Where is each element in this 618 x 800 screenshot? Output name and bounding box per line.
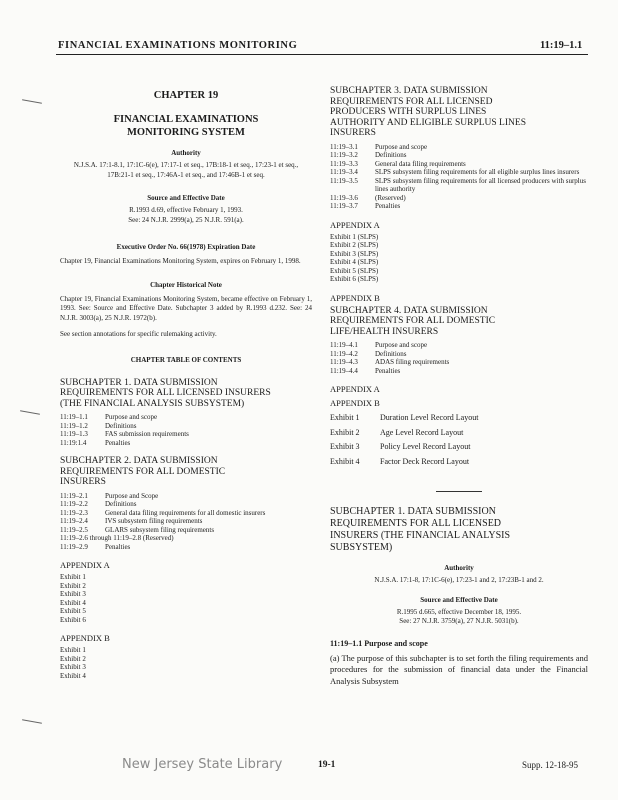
exhibit-item: Exhibit 2 Age Level Record Layout <box>330 427 464 437</box>
left-column <box>60 86 312 680</box>
section-heading: 11:19–1.1 Purpose and scope <box>330 638 428 648</box>
toc-entry: 11:19–3.1 Purpose and scope <box>330 142 428 151</box>
historical-note-heading: Chapter Historical Note <box>150 280 222 289</box>
subchapter-4-toc <box>330 341 588 375</box>
authority-text: N.J.S.A. 17:1-8.1, 17:1C-6(e), 17:17-1 et seq., 17B:18-1 et seq., 17:23-1 et seq., 17B:21-1 et seq., 17:46A-1 et seq., and 17:46B-1 et seq. <box>73 161 299 179</box>
exhibit-item: Exhibit 5 <box>60 607 86 615</box>
exhibit-item: Exhibit 1 <box>60 573 86 581</box>
exhibit-item: Exhibit 5 (SLPS) <box>330 266 379 275</box>
library-watermark: New Jersey State Library <box>122 757 283 772</box>
section-body-text: (a) The purpose of this subchapter is to set forth the filing requirements and procedures for the submission of financial data under the Financial Analysis Subsystem <box>330 652 588 686</box>
adas-exhibits <box>330 411 588 469</box>
subchapter-1-title: SUBCHAPTER 1. DATA SUBMISSION REQUIREMENTS FOR ALL LICENSED INSURERS (THE FINANCIAL ANALYSIS SUBSYSTEM) <box>60 377 271 409</box>
toc-entry: 11:19:1.4 Penalties <box>60 438 131 447</box>
right-column <box>330 86 588 687</box>
scan-margin-mark <box>22 719 42 723</box>
subchapter-4-title: SUBCHAPTER 4. DATA SUBMISSION REQUIREMENTS FOR ALL DOMESTIC LIFE/HEALTH INSURERS <box>330 305 496 337</box>
see-annotations-text: See section annotations for specific rulemaking activity. <box>60 330 217 338</box>
exhibit-item: Exhibit 4 (SLPS) <box>330 258 379 266</box>
historical-note-text: Chapter 19, Financial Examinations Monitoring System, became effective on February 1, 1993. See: Source and Effective Date. Subchapter 3 added by R.1993 d.232. See: 24 N.J.R. 3003(a), 25 N.J.R. 1972(b). <box>60 294 312 322</box>
toc-entry: 11:19–4.4 Penalties <box>330 366 401 375</box>
scan-margin-mark <box>22 99 42 103</box>
toc-entry: 11:19–2.5 GLARS subsystem filing requirements <box>60 525 215 534</box>
scan-margin-mark <box>20 410 40 414</box>
appendix-a-heading: APPENDIX A <box>330 219 380 230</box>
appendix-a-slps-exhibits <box>330 233 588 284</box>
toc-entry: 11:19–1.3 FAS submission requirements <box>60 430 189 438</box>
toc-entry: 11:19–1.2 Definitions <box>60 421 137 430</box>
exhibit-item: Exhibit 2 <box>60 654 86 663</box>
toc-entry: 11:19–2.6 through 11:19–2.8 (Reserved) <box>60 534 174 542</box>
appendix-b-exhibits <box>60 646 312 680</box>
exhibit-item: Exhibit 4 Factor Deck Record Layout <box>330 456 470 466</box>
chapter-title: FINANCIAL EXAMINATIONS MONITORING SYSTEM <box>113 114 259 138</box>
subchapter-3-toc <box>330 143 588 211</box>
exhibit-item: Exhibit 6 (SLPS) <box>330 275 379 283</box>
appendix-a-heading: APPENDIX A <box>60 560 110 570</box>
executive-order-heading: Executive Order No. 66(1978) Expiration Date <box>116 243 256 251</box>
toc-entry: 11:19–3.5 SLPS subsystem filing requirements for all licensed producers with surplus lines authority <box>330 176 586 193</box>
toc-entry: 11:19–3.7 Penalties <box>330 202 401 210</box>
exhibit-item: Exhibit 2 (SLPS) <box>330 241 379 249</box>
exhibit-item: Exhibit 4 <box>60 598 86 607</box>
section-divider <box>436 491 482 492</box>
toc-entry: 11:19–3.3 General data filing requirements <box>330 159 466 168</box>
appendix-b-heading: APPENDIX B <box>330 292 380 303</box>
toc-entry: 11:19–4.3 ADAS filing requirements <box>330 358 450 366</box>
appendix-b-heading: APPENDIX B <box>330 398 380 408</box>
toc-entry: 11:19–4.1 Purpose and scope <box>330 341 428 349</box>
supplement-date: Supp. 12-18-95 <box>522 760 578 770</box>
toc-entry: 11:19–4.2 Definitions <box>330 349 407 358</box>
exhibit-item: Exhibit 2 <box>60 581 86 590</box>
exhibit-item: Exhibit 1 <box>60 646 86 654</box>
running-header-code: 11:19–1.1 <box>540 40 583 51</box>
exhibit-item: Exhibit 3 <box>60 663 86 671</box>
toc-entry: 11:19–2.3 General data filing requirements for all domestic insurers <box>60 508 266 517</box>
exhibit-item: Exhibit 3 (SLPS) <box>330 249 379 258</box>
header-rule <box>56 54 588 55</box>
source-heading: Source and Effective Date <box>420 595 498 604</box>
subchapter-1-heading: SUBCHAPTER 1. DATA SUBMISSION REQUIREMENTS FOR ALL LICENSED INSURERS (THE FINANCIAL ANALYSIS SUBSYSTEM) <box>330 506 511 553</box>
chapter-number: CHAPTER 19 <box>153 90 219 101</box>
source-text: R.1995 d.665, effective December 18, 1995. See: 27 N.J.R. 3759(a), 27 N.J.R. 5031(b). <box>396 607 522 625</box>
toc-entry: 11:19–2.9 Penalties <box>60 542 131 551</box>
authority-text: N.J.S.A. 17:1-8, 17:1C-6(e), 17:23-1 and 2, 17:23B-1 and 2. <box>374 576 544 584</box>
appendix-b-heading: APPENDIX B <box>60 633 110 643</box>
exhibit-item: Exhibit 3 <box>60 590 86 598</box>
subchapter-1-toc <box>60 413 312 447</box>
subchapter-3-title: SUBCHAPTER 3. DATA SUBMISSION REQUIREMENTS FOR ALL LICENSED PRODUCERS WITH SURPLUS LINES AUTHORITY AND ELIGIBLE SURPLUS LINES INSURERS <box>330 86 526 138</box>
source-text: R.1993 d.69, effective February 1, 1993. See: 24 N.J.R. 2999(a), 25 N.J.R. 591(a). <box>128 206 244 224</box>
authority-heading: Authority <box>444 564 474 572</box>
authority-heading: Authority <box>171 149 201 157</box>
toc-entry: 11:19–3.2 Definitions <box>330 151 407 159</box>
exhibit-item: Exhibit 1 Duration Level Record Layout <box>330 413 479 422</box>
exhibit-item: Exhibit 1 (SLPS) <box>330 232 379 241</box>
exhibit-item: Exhibit 4 <box>60 671 86 680</box>
toc-entry: 11:19–3.6 (Reserved) <box>330 193 406 202</box>
toc-entry: 11:19–2.1 Purpose and Scope <box>60 491 159 500</box>
subchapter-2-title: SUBCHAPTER 2. DATA SUBMISSION REQUIREMENTS FOR ALL DOMESTIC INSURERS <box>60 456 226 487</box>
exhibit-item: Exhibit 3 Policy Level Record Layout <box>330 442 471 451</box>
toc-entry: 11:19–2.4 IVS subsystem filing requirements <box>60 517 203 525</box>
page-number: 19-1 <box>318 760 336 770</box>
source-heading: Source and Effective Date <box>147 194 225 202</box>
subchapter-2-toc <box>60 492 312 552</box>
toc-entry: 11:19–3.4 SLPS subsystem filing requirements for all eligible surplus lines insurers <box>330 168 580 176</box>
executive-order-text: Chapter 19, Financial Examinations Monitoring System, expires on February 1, 1998. <box>60 257 301 265</box>
running-header-title: FINANCIAL EXAMINATIONS MONITORING <box>58 40 298 51</box>
exhibit-item: Exhibit 6 <box>60 615 86 624</box>
toc-entry: 11:19–1.1 Purpose and scope <box>60 413 158 421</box>
toc-heading: CHAPTER TABLE OF CONTENTS <box>130 355 242 364</box>
appendix-a-heading: APPENDIX A <box>330 384 380 394</box>
toc-entry: 11:19–2.2 Definitions <box>60 500 137 508</box>
appendix-a-exhibits <box>60 573 312 624</box>
